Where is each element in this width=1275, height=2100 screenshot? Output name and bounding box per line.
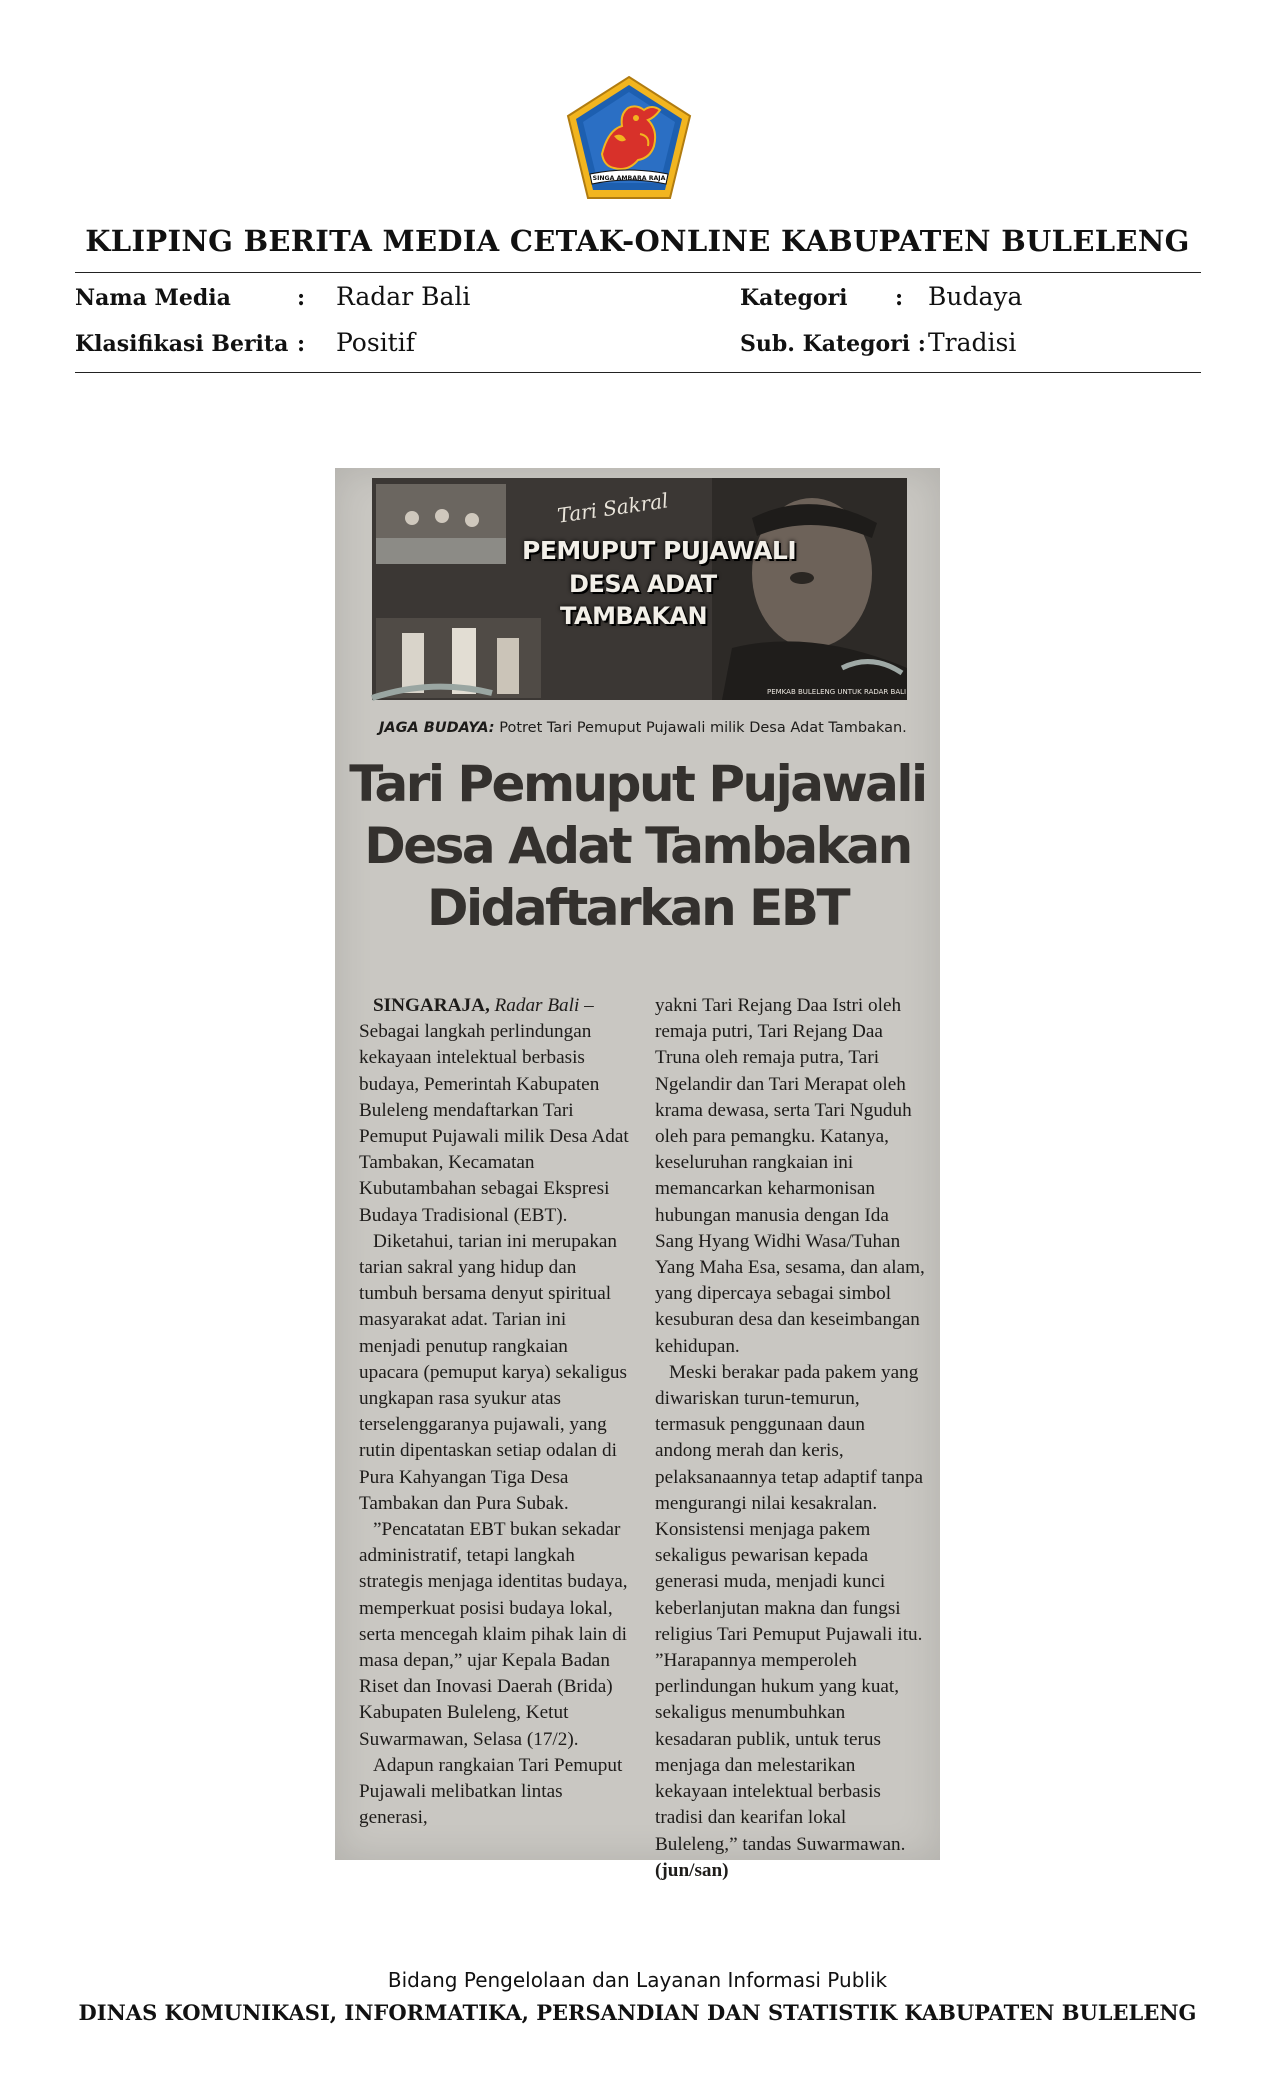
dateline: SINGARAJA, [373, 995, 490, 1016]
headline-line-1: Tari Pemuput Pujawali [349, 755, 926, 813]
paragraph-2: Diketahui, tarian ini merupakan tarian sakral yang hidup dan tumbuh bersama denyut spiritual masyarakat adat. Tarian ini menjadi penutup rangkaian upacara (pemuput karya) sekaligus ungkapan rasa syukur atas terselenggaranya pujawali, yang rutin dipentaskan setiap odalan di Pura Kahyangan Tiga Desa Tambakan dan Pura Subak. [359, 1230, 627, 1514]
kategori-value: Budaya [928, 282, 1023, 311]
kategori-label: Kategori [740, 285, 848, 311]
paragraph-5: yakni Tari Rejang Daa Istri oleh remaja putri, Tari Rejang Daa Truna oleh remaja putra, Tari Ngelandir dan Tari Merapat oleh krama dewasa, serta Tari Nguduh oleh para pemangku. Katanya, keseluruhan rangkaian ini memancarkan keharmonisan hubungan manusia dengan Ida Sang Hyang Widhi Wasa/Tuhan Yang Maha Esa, sesama, dan alam, yang dipercaya sebagai simbol kesuburan desa dan keseimbangan kehidupan. [655, 995, 925, 1357]
klasifikasi-value: Positif [336, 328, 415, 357]
paragraph-1: SINGARAJA, Radar Bali – Sebagai langkah perlindungan kekayaan intelektual berbasis budaya, Pemerintah Kabupaten Buleleng mendaftarkan Tari Pemuput Pujawali milik Desa Adat Tambakan, Kecamatan Kubutambahan sebagai Ekspresi Budaya Tradisional (EBT). [359, 995, 629, 1226]
bottom-divider [75, 372, 1201, 373]
caption-lead: JAGA BUDAYA: [379, 720, 495, 736]
media-colon: : [297, 285, 306, 311]
sub-kategori-label: Sub. Kategori : [740, 331, 926, 357]
media-value: Radar Bali [336, 282, 471, 311]
footer-agency: DINAS KOMUNIKASI, INFORMATIKA, PERSANDIAN DAN STATISTIK KABUPATEN BULELENG [78, 2000, 1197, 2025]
article-column-right [655, 993, 925, 1884]
banner-title-line-2: DESA ADAT [569, 570, 717, 598]
photo-credit: PEMKAB BULELENG UNTUK RADAR BALI [767, 688, 907, 696]
banner-title-line-3: TAMBAKAN [560, 602, 708, 630]
media-label: Nama Media [75, 285, 231, 311]
paragraph-6: Meski berakar pada pakem yang diwariskan turun-temurun, termasuk penggunaan daun andong merah dan keris, pelaksanaannya tetap adaptif tanpa mengurangi nilai kesakralan. Konsistensi menjaga pakem sekaligus pewarisan kepada generasi muda, menjadi kunci keberlanjutan makna dan fungsi religius Tari Pemuput Pujawali itu. ”Harapannya memperoleh perlindungan hukum yang kuat, sekaligus menumbuhkan kesadaran publik, untuk terus menjaga dan melestarikan kekayaan intelektual berbasis tradisi dan kearifan lokal Buleleng,” tandas Suwarmawan. (jun/san) [655, 1361, 923, 1881]
source-name: Radar Bali [494, 995, 580, 1016]
top-divider [75, 272, 1201, 273]
footer-department: Bidang Pengelolaan dan Layanan Informasi Publik [387, 1968, 888, 1992]
article-banner-photo [372, 478, 907, 700]
sub-kategori-value: Tradisi [928, 328, 1017, 357]
article-headline [335, 753, 940, 939]
logo-ribbon-text: SINGA AMBARA RAJA [592, 175, 666, 182]
headline-line-2: Desa Adat Tambakan [364, 817, 911, 875]
media-label-row [75, 282, 231, 312]
photo-caption [379, 720, 907, 736]
newspaper-clipping [335, 468, 940, 1881]
author-signoff: (jun/san) [655, 1859, 729, 1881]
banner-title-line-1: PEMUPUT PUJAWALI [522, 536, 797, 565]
document-title: KLIPING BERITA MEDIA CETAK-ONLINE KABUPATEN BULELENG [85, 224, 1190, 258]
headline-line-3: Didaftarkan EBT [426, 879, 849, 937]
article-column-left [359, 993, 629, 1832]
klasifikasi-label: Klasifikasi Berita [75, 331, 289, 357]
banner-script-title: Tari Sakral [555, 488, 670, 528]
paragraph-3: ”Pencatatan EBT bukan sekadar administratif, tetapi langkah strategis menjaga identitas budaya, memperkuat posisi budaya lokal, serta mencegah klaim pihak lain di masa depan,” ujar Kepala Badan Riset dan Inovasi Daerah (Brida) Kabupaten Buleleng, Ketut Suwarmawan, Selasa (17/2). [359, 1519, 628, 1750]
kategori-colon: : [895, 285, 904, 311]
singa-ambara-raja-crest-icon [562, 74, 696, 202]
paragraph-4: Adapun rangkaian Tari Pemuput Pujawali melibatkan lintas generasi, [359, 1754, 623, 1829]
klasifikasi-colon: : [297, 331, 306, 357]
caption-text: Potret Tari Pemuput Pujawali milik Desa Adat Tambakan. [494, 720, 907, 736]
